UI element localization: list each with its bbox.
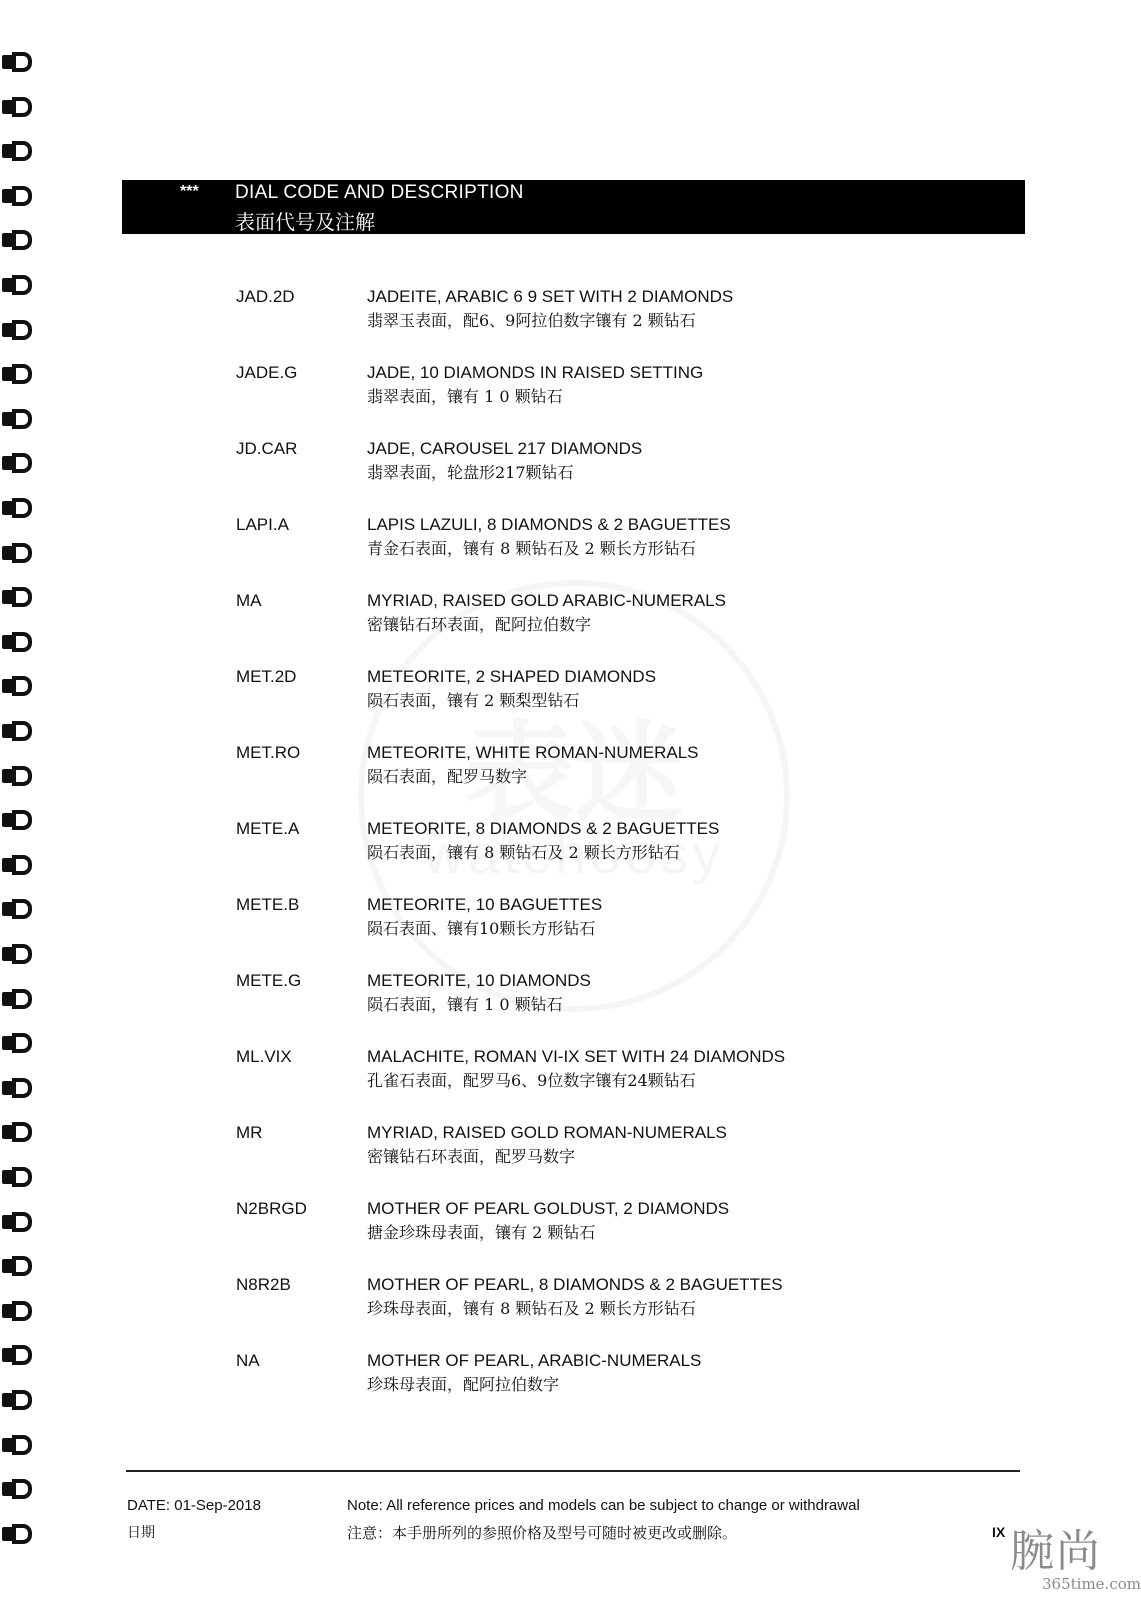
description-cn: 密镶钻石环表面，配阿拉伯数字 xyxy=(367,615,592,634)
list-item xyxy=(0,741,1131,817)
dial-code: MR xyxy=(236,1123,263,1142)
description-en: MOTHER OF PEARL GOLDUST, 2 DIAMONDS xyxy=(367,1199,730,1218)
list-item xyxy=(0,361,1131,437)
description-en: JADE, CAROUSEL 217 DIAMONDS xyxy=(367,439,643,458)
binding-ring xyxy=(2,186,34,208)
list-item xyxy=(0,1121,1131,1197)
description-en: MOTHER OF PEARL, 8 DIAMONDS & 2 BAGUETTES xyxy=(367,1275,783,1294)
description-cn: 陨石表面、镶有10颗长方形钻石 xyxy=(367,919,596,938)
description-en: MYRIAD, RAISED GOLD ARABIC-NUMERALS xyxy=(367,591,726,610)
binding-ring xyxy=(2,97,34,119)
description-cn: 陨石表面，镶有 8 颗钻石及 2 颗长方形钻石 xyxy=(367,843,680,862)
page-number: IX xyxy=(992,1524,1006,1540)
logo-url: 365time.com xyxy=(1042,1575,1141,1593)
footer-date-cn: 日期 xyxy=(127,1525,155,1541)
list-item xyxy=(0,665,1131,741)
list-item xyxy=(0,1273,1131,1349)
binding-ring xyxy=(2,141,34,163)
description-en: MYRIAD, RAISED GOLD ROMAN-NUMERALS xyxy=(367,1123,727,1142)
dial-code: MET.2D xyxy=(236,667,297,686)
list-item xyxy=(0,1349,1131,1425)
description-cn: 密镶钻石环表面，配罗马数字 xyxy=(367,1147,576,1166)
description-cn: 翡翠表面，镶有 1 0 颗钻石 xyxy=(367,387,563,406)
list-item xyxy=(0,589,1131,665)
description-cn: 青金石表面，镶有 8 颗钻石及 2 颗长方形钻石 xyxy=(367,539,696,558)
dial-code: MA xyxy=(236,591,262,610)
description-en: JADE, 10 DIAMONDS IN RAISED SETTING xyxy=(367,363,704,382)
description-en: LAPIS LAZULI, 8 DIAMONDS & 2 BAGUETTES xyxy=(367,515,731,534)
logo-text-cn: 腕尚 xyxy=(1010,1526,1102,1577)
description-cn: 珍珠母表面，镶有 8 颗钻石及 2 颗长方形钻石 xyxy=(367,1299,696,1318)
footer-note-en: Note: All reference prices and models can be subject to change or withdrawal xyxy=(347,1497,860,1514)
list-item xyxy=(0,893,1131,969)
dial-code: JAD.2D xyxy=(236,287,295,306)
dial-code: METE.G xyxy=(236,971,302,990)
dial-code: LAPI.A xyxy=(236,515,289,534)
header-stars: *** xyxy=(180,183,199,200)
binding-ring xyxy=(2,1435,34,1457)
description-cn: 翡翠表面，轮盘形217颗钻石 xyxy=(367,463,574,482)
list-item xyxy=(0,513,1131,589)
description-cn: 翡翠玉表面，配6、9阿拉伯数字镶有 2 颗钻石 xyxy=(367,311,696,330)
description-en: METEORITE, WHITE ROMAN-NUMERALS xyxy=(367,743,699,762)
dial-code: JADE.G xyxy=(236,363,298,382)
binding-ring xyxy=(2,1524,34,1546)
list-item xyxy=(0,817,1131,893)
site-logo xyxy=(1010,1515,1141,1600)
binding-ring xyxy=(2,230,34,252)
dial-code: METE.A xyxy=(236,819,300,838)
footer-note-cn: 注意：本手册所列的参照价格及型号可随时被更改或删除。 xyxy=(347,1524,738,1542)
list-item xyxy=(0,285,1131,361)
dial-code: NA xyxy=(236,1351,260,1370)
description-en: METEORITE, 2 SHAPED DIAMONDS xyxy=(367,667,657,686)
description-cn: 陨石表面，镶有 1 0 颗钻石 xyxy=(367,995,563,1014)
footer-date-en: DATE: 01-Sep-2018 xyxy=(127,1497,261,1514)
list-item xyxy=(0,437,1131,513)
description-en: JADEITE, ARABIC 6 9 SET WITH 2 DIAMONDS xyxy=(367,287,734,306)
description-cn: 搪金珍珠母表面，镶有 2 颗钻石 xyxy=(367,1223,596,1242)
binding-ring xyxy=(2,1479,34,1501)
list-item xyxy=(0,969,1131,1045)
dial-code: ML.VIX xyxy=(236,1047,292,1066)
section-title-en: DIAL CODE AND DESCRIPTION xyxy=(235,182,524,203)
dial-code-list xyxy=(0,285,1131,1425)
binding-ring xyxy=(2,52,34,74)
dial-code: MET.RO xyxy=(236,743,301,762)
dial-code: N8R2B xyxy=(236,1275,291,1294)
description-cn: 珍珠母表面，配阿拉伯数字 xyxy=(367,1375,560,1394)
dial-code: JD.CAR xyxy=(236,439,298,458)
description-en: MOTHER OF PEARL, ARABIC-NUMERALS xyxy=(367,1351,702,1370)
dial-code: N2BRGD xyxy=(236,1199,307,1218)
section-header xyxy=(122,180,1025,234)
description-en: METEORITE, 8 DIAMONDS & 2 BAGUETTES xyxy=(367,819,720,838)
list-item xyxy=(0,1197,1131,1273)
section-title-cn: 表面代号及注解 xyxy=(235,210,375,234)
description-en: METEORITE, 10 BAGUETTES xyxy=(367,895,603,914)
description-cn: 陨石表面，镶有 2 颗梨型钻石 xyxy=(367,691,580,710)
description-en: METEORITE, 10 DIAMONDS xyxy=(367,971,591,990)
dial-code: METE.B xyxy=(236,895,300,914)
description-cn: 孔雀石表面，配罗马6、9位数字镶有24颗钻石 xyxy=(367,1071,696,1090)
description-cn: 陨石表面，配罗马数字 xyxy=(367,767,528,786)
list-item xyxy=(0,1045,1131,1121)
description-en: MALACHITE, ROMAN VI-IX SET WITH 24 DIAMONDS xyxy=(367,1047,786,1066)
footer-divider xyxy=(126,1470,1020,1472)
